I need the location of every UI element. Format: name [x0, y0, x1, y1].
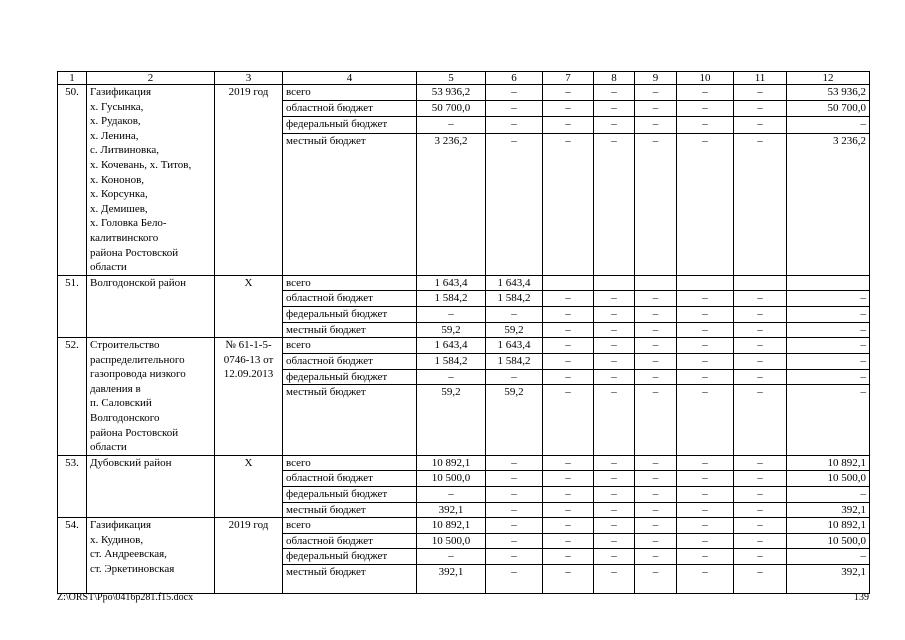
- object-name-line: п. Саловский: [90, 397, 152, 410]
- amount-cell: –: [543, 471, 594, 487]
- row-number: 50.: [58, 85, 87, 276]
- amount-cell: 59,2: [486, 322, 543, 338]
- amount-cell: –: [734, 322, 787, 338]
- amount-cell: 50 700,0: [787, 101, 870, 117]
- amount-cell: –: [486, 565, 543, 594]
- amount-cell: –: [734, 291, 787, 307]
- amount-cell: –: [543, 487, 594, 503]
- object-name: [87, 455, 215, 517]
- amount-cell: –: [417, 306, 486, 322]
- object-name-line: ст. Андреевская,: [90, 548, 167, 561]
- object-name-line: калитвинского: [90, 231, 159, 244]
- amount-cell: –: [594, 338, 635, 354]
- budget-source-label: всего: [283, 455, 417, 471]
- amount-cell: –: [635, 133, 677, 275]
- amount-cell: –: [677, 518, 734, 534]
- object-name-line: давления в: [90, 382, 141, 395]
- budget-source-label: всего: [283, 338, 417, 354]
- amount-cell: –: [543, 291, 594, 307]
- document-reference: [215, 518, 283, 594]
- object-name-line: х. Головка Бело-: [90, 217, 167, 230]
- amount-cell: –: [677, 133, 734, 275]
- amount-cell: –: [594, 117, 635, 133]
- footer-page-number: 139: [854, 592, 869, 603]
- row-number: 54.: [58, 518, 87, 594]
- table-row: [58, 275, 870, 291]
- amount-cell: –: [417, 117, 486, 133]
- amount-cell: 59,2: [486, 385, 543, 456]
- table-row: [58, 338, 870, 354]
- column-number-cell: 9: [635, 72, 677, 85]
- object-name-line: х. Кочевань, х. Титов,: [90, 158, 192, 171]
- object-name-line: газопровода низкого: [90, 368, 186, 381]
- budget-source-label: областной бюджет: [283, 101, 417, 117]
- amount-cell: –: [486, 471, 543, 487]
- amount-cell: 59,2: [417, 322, 486, 338]
- object-name-line: области: [90, 261, 127, 274]
- amount-cell: –: [787, 322, 870, 338]
- budget-source-label: местный бюджет: [283, 565, 417, 594]
- amount-cell: –: [677, 306, 734, 322]
- amount-cell: 392,1: [417, 502, 486, 518]
- amount-cell: –: [543, 101, 594, 117]
- amount-cell: –: [734, 487, 787, 503]
- amount-cell: –: [594, 518, 635, 534]
- table-row: [58, 85, 870, 101]
- column-number-cell: 11: [734, 72, 787, 85]
- amount-cell: –: [635, 533, 677, 549]
- amount-cell: 59,2: [417, 385, 486, 456]
- amount-cell: –: [594, 101, 635, 117]
- table-body: [58, 72, 870, 594]
- amount-cell: –: [635, 322, 677, 338]
- amount-cell: 1 643,4: [417, 275, 486, 291]
- column-number-cell: 10: [677, 72, 734, 85]
- amount-cell: –: [594, 306, 635, 322]
- amount-cell: –: [486, 518, 543, 534]
- amount-cell: –: [543, 338, 594, 354]
- object-name-line: области: [90, 441, 127, 454]
- budget-source-label: областной бюджет: [283, 353, 417, 369]
- amount-cell: –: [677, 322, 734, 338]
- budget-table-sheet: [57, 71, 869, 594]
- amount-cell: –: [734, 518, 787, 534]
- object-name-line: Волгодонской район: [90, 276, 187, 289]
- amount-cell: 10 500,0: [417, 471, 486, 487]
- amount-cell: –: [635, 101, 677, 117]
- amount-cell: –: [486, 533, 543, 549]
- object-name-line: х. Кудинов,: [90, 533, 144, 546]
- amount-cell: [787, 275, 870, 291]
- amount-cell: –: [787, 369, 870, 385]
- amount-cell: [543, 275, 594, 291]
- amount-cell: –: [787, 338, 870, 354]
- column-number-cell: 3: [215, 72, 283, 85]
- amount-cell: –: [677, 291, 734, 307]
- amount-cell: –: [734, 338, 787, 354]
- amount-cell: –: [734, 133, 787, 275]
- document-reference: [215, 455, 283, 517]
- amount-cell: –: [486, 117, 543, 133]
- object-name-line: х. Гусынка,: [90, 100, 144, 113]
- object-name-line: района Ростовской: [90, 426, 179, 439]
- document-reference-line: Х: [244, 456, 253, 469]
- document-reference-line: Х: [244, 276, 253, 289]
- amount-cell: [734, 275, 787, 291]
- budget-source-label: всего: [283, 85, 417, 101]
- amount-cell: –: [635, 565, 677, 594]
- amount-cell: 50 700,0: [417, 101, 486, 117]
- budget-source-label: всего: [283, 275, 417, 291]
- amount-cell: –: [734, 471, 787, 487]
- amount-cell: –: [486, 85, 543, 101]
- budget-source-label: федеральный бюджет: [283, 369, 417, 385]
- amount-cell: –: [594, 487, 635, 503]
- amount-cell: 10 892,1: [417, 455, 486, 471]
- budget-source-label: областной бюджет: [283, 533, 417, 549]
- amount-cell: 1 584,2: [417, 291, 486, 307]
- amount-cell: –: [734, 101, 787, 117]
- footer-file-path: Z:\ORST\Ppo\0416p281.f15.docx: [57, 592, 194, 603]
- amount-cell: 1 584,2: [417, 353, 486, 369]
- document-reference: [215, 338, 283, 456]
- amount-cell: –: [734, 533, 787, 549]
- amount-cell: 10 892,1: [787, 518, 870, 534]
- document-reference: [215, 85, 283, 276]
- amount-cell: –: [417, 549, 486, 565]
- object-name-line: распределительного: [90, 353, 185, 366]
- amount-cell: –: [787, 353, 870, 369]
- amount-cell: –: [543, 549, 594, 565]
- amount-cell: 1 643,4: [486, 338, 543, 354]
- amount-cell: [635, 275, 677, 291]
- budget-source-label: местный бюджет: [283, 385, 417, 456]
- amount-cell: –: [594, 455, 635, 471]
- amount-cell: 53 936,2: [417, 85, 486, 101]
- amount-cell: –: [787, 291, 870, 307]
- object-name-line: Строительство: [90, 339, 160, 352]
- document-reference-line: 2019 год: [228, 86, 269, 98]
- budget-source-label: федеральный бюджет: [283, 306, 417, 322]
- object-name: [87, 338, 215, 456]
- amount-cell: 10 892,1: [417, 518, 486, 534]
- column-number-cell: 4: [283, 72, 417, 85]
- amount-cell: –: [677, 101, 734, 117]
- amount-cell: –: [677, 338, 734, 354]
- amount-cell: –: [543, 518, 594, 534]
- amount-cell: –: [734, 353, 787, 369]
- object-name: [87, 275, 215, 337]
- amount-cell: –: [594, 549, 635, 565]
- amount-cell: –: [635, 487, 677, 503]
- document-reference-line: 2019 год: [228, 519, 269, 532]
- object-name-line: Волгодонского: [90, 412, 160, 425]
- amount-cell: –: [787, 306, 870, 322]
- column-number-cell: 8: [594, 72, 635, 85]
- amount-cell: 3 236,2: [787, 133, 870, 275]
- amount-cell: –: [635, 117, 677, 133]
- amount-cell: –: [594, 133, 635, 275]
- amount-cell: –: [543, 117, 594, 133]
- object-name-line: Газификация: [90, 519, 152, 532]
- amount-cell: –: [635, 338, 677, 354]
- amount-cell: –: [734, 455, 787, 471]
- amount-cell: –: [486, 549, 543, 565]
- budget-source-label: местный бюджет: [283, 502, 417, 518]
- amount-cell: –: [635, 471, 677, 487]
- amount-cell: –: [543, 502, 594, 518]
- object-name-line: х. Корсунка,: [90, 188, 148, 201]
- amount-cell: –: [543, 533, 594, 549]
- amount-cell: –: [635, 549, 677, 565]
- budget-table: [57, 71, 870, 594]
- document-reference: [215, 275, 283, 337]
- amount-cell: –: [486, 502, 543, 518]
- amount-cell: –: [787, 117, 870, 133]
- object-name-line: х. Рудаков,: [90, 115, 141, 128]
- amount-cell: [677, 275, 734, 291]
- amount-cell: –: [417, 487, 486, 503]
- amount-cell: –: [543, 455, 594, 471]
- amount-cell: –: [543, 322, 594, 338]
- amount-cell: –: [635, 369, 677, 385]
- object-name: [87, 518, 215, 594]
- amount-cell: –: [543, 133, 594, 275]
- amount-cell: –: [734, 85, 787, 101]
- amount-cell: –: [677, 502, 734, 518]
- object-name-line: Дубовский район: [90, 456, 172, 469]
- column-number-cell: 12: [787, 72, 870, 85]
- budget-source-label: областной бюджет: [283, 471, 417, 487]
- amount-cell: –: [543, 565, 594, 594]
- amount-cell: –: [594, 565, 635, 594]
- column-number-cell: 1: [58, 72, 87, 85]
- amount-cell: 392,1: [417, 565, 486, 594]
- amount-cell: –: [486, 133, 543, 275]
- object-name-line: х. Кононов,: [90, 173, 145, 186]
- amount-cell: 10 500,0: [417, 533, 486, 549]
- amount-cell: –: [635, 502, 677, 518]
- amount-cell: –: [543, 85, 594, 101]
- amount-cell: –: [677, 353, 734, 369]
- amount-cell: –: [594, 353, 635, 369]
- amount-cell: –: [677, 487, 734, 503]
- amount-cell: –: [635, 518, 677, 534]
- budget-source-label: местный бюджет: [283, 322, 417, 338]
- document-reference-line: 12.09.2013: [223, 368, 274, 381]
- row-number: 51.: [58, 275, 87, 337]
- amount-cell: –: [543, 306, 594, 322]
- amount-cell: –: [734, 385, 787, 456]
- row-number: 52.: [58, 338, 87, 456]
- column-number-cell: 5: [417, 72, 486, 85]
- amount-cell: –: [635, 291, 677, 307]
- object-name: [87, 85, 215, 276]
- amount-cell: –: [594, 471, 635, 487]
- amount-cell: –: [594, 322, 635, 338]
- amount-cell: 1 584,2: [486, 291, 543, 307]
- object-name-line: Газификация: [90, 86, 152, 98]
- document-reference-line: № 61-1-5-: [225, 339, 272, 352]
- amount-cell: 10 500,0: [787, 471, 870, 487]
- amount-cell: –: [635, 306, 677, 322]
- document-reference-line: 0746-13 от: [223, 353, 274, 366]
- amount-cell: –: [787, 549, 870, 565]
- amount-cell: 392,1: [787, 502, 870, 518]
- amount-cell: –: [594, 533, 635, 549]
- amount-cell: –: [635, 353, 677, 369]
- amount-cell: –: [543, 385, 594, 456]
- amount-cell: –: [417, 369, 486, 385]
- amount-cell: –: [734, 549, 787, 565]
- amount-cell: –: [486, 487, 543, 503]
- budget-source-label: федеральный бюджет: [283, 487, 417, 503]
- amount-cell: 3 236,2: [417, 133, 486, 275]
- amount-cell: [594, 275, 635, 291]
- amount-cell: –: [543, 369, 594, 385]
- amount-cell: –: [635, 455, 677, 471]
- amount-cell: –: [677, 85, 734, 101]
- row-number: 53.: [58, 455, 87, 517]
- amount-cell: –: [486, 455, 543, 471]
- object-name-line: с. Литвиновка,: [90, 144, 160, 157]
- amount-cell: –: [734, 502, 787, 518]
- amount-cell: 1 643,4: [486, 275, 543, 291]
- amount-cell: –: [486, 369, 543, 385]
- amount-cell: –: [677, 533, 734, 549]
- amount-cell: –: [787, 487, 870, 503]
- amount-cell: –: [677, 565, 734, 594]
- amount-cell: –: [594, 85, 635, 101]
- amount-cell: –: [635, 85, 677, 101]
- amount-cell: –: [734, 117, 787, 133]
- amount-cell: –: [635, 385, 677, 456]
- column-number-row: [58, 72, 870, 85]
- column-number-cell: 6: [486, 72, 543, 85]
- budget-source-label: местный бюджет: [283, 133, 417, 275]
- budget-source-label: областной бюджет: [283, 291, 417, 307]
- amount-cell: –: [486, 101, 543, 117]
- amount-cell: –: [594, 385, 635, 456]
- amount-cell: 10 892,1: [787, 455, 870, 471]
- amount-cell: 10 500,0: [787, 533, 870, 549]
- amount-cell: 53 936,2: [787, 85, 870, 101]
- object-name-line: х. Ленина,: [90, 129, 139, 142]
- amount-cell: –: [734, 565, 787, 594]
- budget-source-label: всего: [283, 518, 417, 534]
- amount-cell: –: [787, 385, 870, 456]
- amount-cell: –: [594, 291, 635, 307]
- amount-cell: –: [594, 369, 635, 385]
- amount-cell: 1 643,4: [417, 338, 486, 354]
- amount-cell: –: [734, 306, 787, 322]
- column-number-cell: 7: [543, 72, 594, 85]
- table-row: [58, 518, 870, 534]
- amount-cell: –: [594, 502, 635, 518]
- amount-cell: –: [543, 353, 594, 369]
- table-row: [58, 455, 870, 471]
- object-name-line: ст. Эркетиновская: [90, 563, 175, 575]
- amount-cell: –: [677, 549, 734, 565]
- object-name-line: района Ростовской: [90, 246, 179, 259]
- amount-cell: –: [486, 306, 543, 322]
- budget-source-label: федеральный бюджет: [283, 117, 417, 133]
- column-number-cell: 2: [87, 72, 215, 85]
- object-name-line: х. Демишев,: [90, 202, 148, 215]
- amount-cell: –: [734, 369, 787, 385]
- amount-cell: 392,1: [787, 565, 870, 594]
- amount-cell: –: [677, 117, 734, 133]
- amount-cell: –: [677, 385, 734, 456]
- amount-cell: 1 584,2: [486, 353, 543, 369]
- budget-source-label: федеральный бюджет: [283, 549, 417, 565]
- amount-cell: –: [677, 471, 734, 487]
- amount-cell: –: [677, 369, 734, 385]
- amount-cell: –: [677, 455, 734, 471]
